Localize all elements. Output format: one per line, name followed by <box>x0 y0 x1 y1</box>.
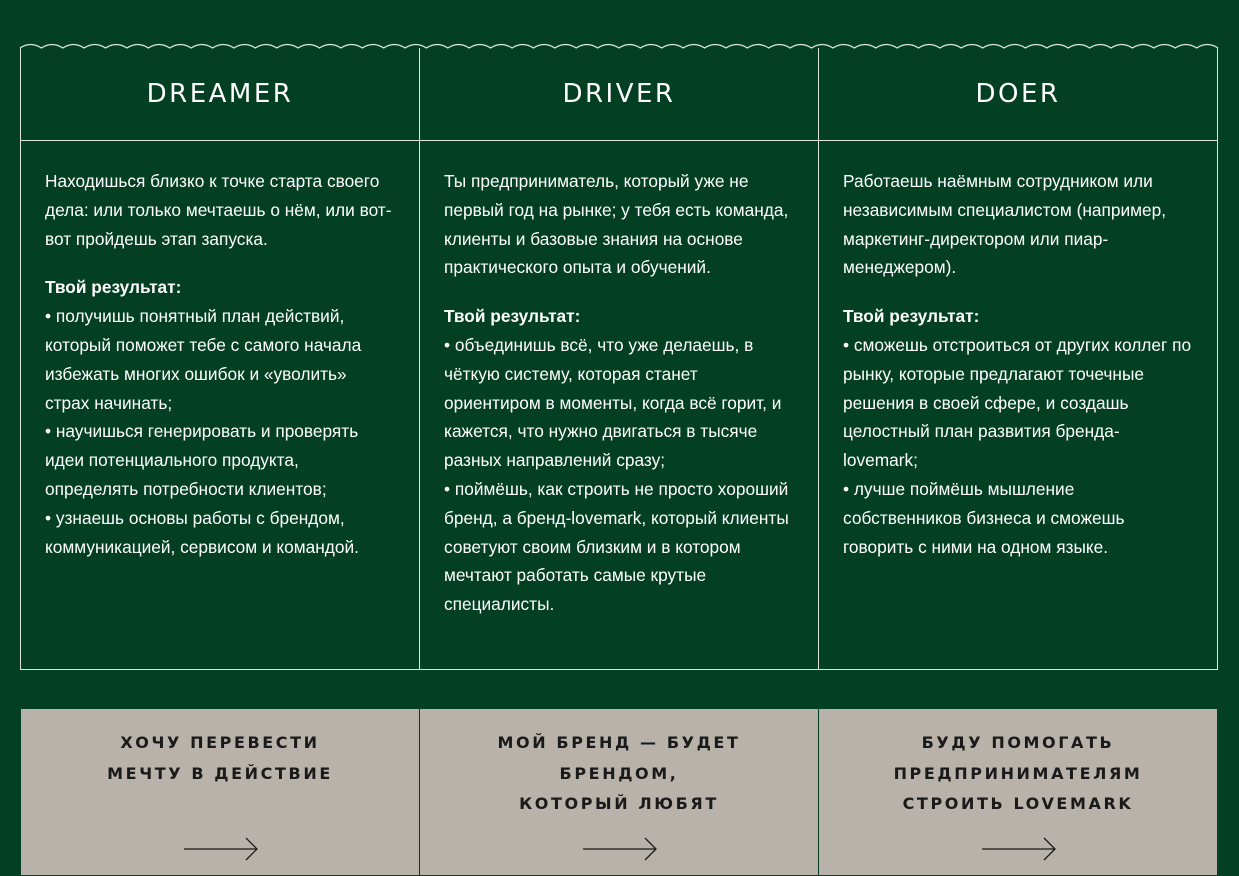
cta-button-label: ХОЧУ ПЕРЕВЕСТИ МЕЧТУ В ДЕЙСТВИЕ <box>107 733 333 783</box>
cta-button-dreamer[interactable] <box>21 709 420 875</box>
result-bullet: • объединишь всё, что уже делаешь, в чёткую систему, которая станет ориентиром в моменты, когда всё горит, и кажется, что нужно двигаться в тысяче разных направлений сразу; <box>444 334 782 471</box>
column-body <box>819 141 1217 561</box>
result-bullet: • узнаешь основы работы с брендом, коммуникацией, сервисом и командой. <box>45 507 359 557</box>
result-label: Твой результат: <box>444 306 581 327</box>
result-bullet: • научишься генерировать и проверять идеи потенциального продукта, определять потребности клиентов; <box>45 421 359 499</box>
column-doer <box>819 48 1217 669</box>
cta-button-label: МОЙ БРЕНД — БУДЕТ БРЕНДОМ, КОТОРЫЙ ЛЮБЯТ <box>497 733 741 813</box>
column-header <box>819 48 1217 141</box>
result-bullet: • сможешь отстроиться от других коллег по рынку, которые предлагают точечные решения в своей сфере, и создашь целостный план развития бренда-lovemark; <box>843 334 1192 471</box>
arrow-right-icon <box>981 837 1057 861</box>
cta-buttons <box>20 708 1218 876</box>
column-body <box>420 141 818 619</box>
column-title: DREAMER <box>146 79 294 109</box>
cta-button-driver[interactable] <box>420 709 819 875</box>
column-description: Ты предприниматель, который уже не первый год на рынке; у тебя есть команда, клиенты и базовые знания на основе практического опыта и обучений. <box>444 171 789 278</box>
result-label: Твой результат: <box>843 306 980 327</box>
cta-button-label: БУДУ ПОМОГАТЬ ПРЕДПРИНИМАТЕЛЯМ СТРОИТЬ LOVEMARK <box>893 733 1143 813</box>
arrow-right-icon <box>183 837 259 861</box>
column-header <box>21 48 419 141</box>
column-description: Работаешь наёмным сотрудником или независимым специалистом (например, маркетинг-директором или пиар-менеджером). <box>843 171 1167 278</box>
column-driver <box>420 48 819 669</box>
arrow-right-icon <box>582 837 658 861</box>
result-bullet: • поймёшь, как строить не просто хороший бренд, а бренд-lovemark, который клиенты советуют своим близким и в котором мечтают работать самые крутые специалисты. <box>444 478 789 615</box>
column-header <box>420 48 818 141</box>
column-description: Находишься близко к точке старта своего дела: или только мечтаешь о нём, или вот-вот пройдешь этап запуска. <box>45 171 392 249</box>
result-bullet: • лучше поймёшь мышление собственников бизнеса и сможешь говорить с ними на одном языке. <box>843 478 1125 557</box>
result-label: Твой результат: <box>45 277 182 298</box>
audience-table <box>20 48 1218 670</box>
column-body <box>21 141 419 561</box>
result-bullet: • получишь понятный план действий, который поможет тебе с самого начала избежать многих ошибок и «уволить» страх начинать; <box>45 306 362 413</box>
cta-button-doer[interactable] <box>819 709 1217 875</box>
column-title: DRIVER <box>562 79 676 109</box>
column-title: DOER <box>975 79 1061 109</box>
column-dreamer <box>21 48 420 669</box>
